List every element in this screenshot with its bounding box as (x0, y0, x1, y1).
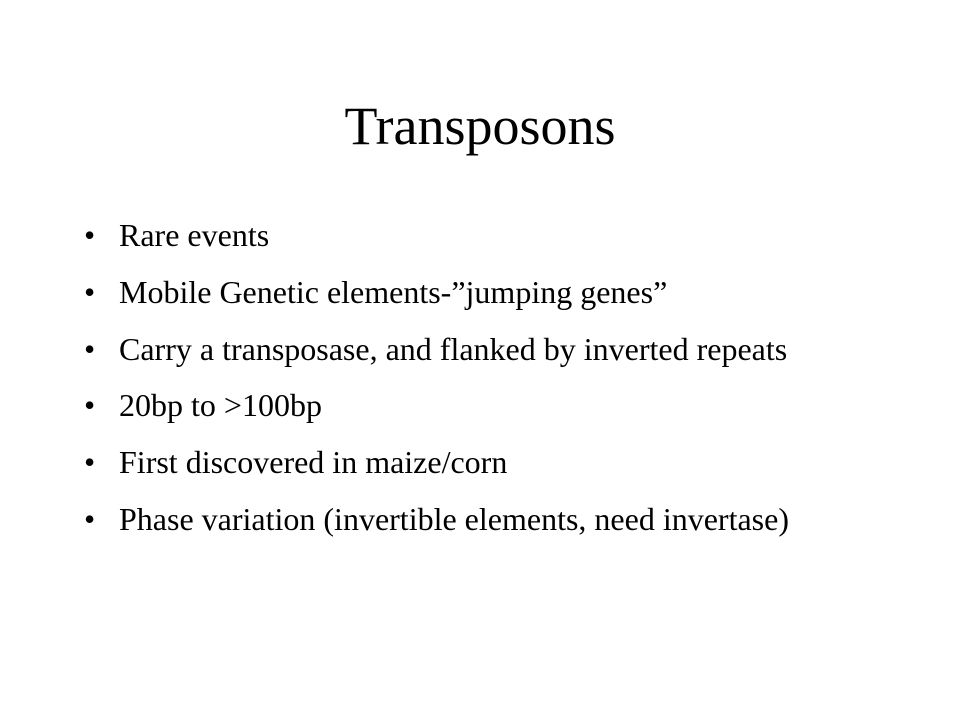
bullet-icon: • (84, 331, 96, 367)
bullet-text: Rare events (119, 217, 270, 253)
bullet-text: 20bp to >100bp (119, 387, 322, 423)
bullet-icon: • (84, 444, 96, 480)
bullet-icon: • (84, 217, 96, 253)
slide-title: Transposons (344, 96, 616, 156)
bullet-text: Mobile Genetic elements-”jumping genes” (119, 274, 668, 310)
bullet-item (84, 330, 884, 368)
bullet-icon: • (84, 501, 96, 537)
bullet-item (84, 216, 884, 254)
bullet-item (84, 273, 884, 311)
bullet-item (84, 443, 884, 481)
bullet-icon: • (84, 387, 96, 423)
bullet-text: First discovered in maize/corn (119, 444, 508, 480)
bullet-icon: • (84, 274, 96, 310)
bullet-item (84, 386, 884, 424)
bullet-item (84, 500, 884, 538)
bullet-text: Phase variation (invertible elements, need invertase) (119, 501, 789, 537)
bullet-list (84, 216, 884, 556)
bullet-text: Carry a transposase, and flanked by inverted repeats (119, 331, 788, 367)
